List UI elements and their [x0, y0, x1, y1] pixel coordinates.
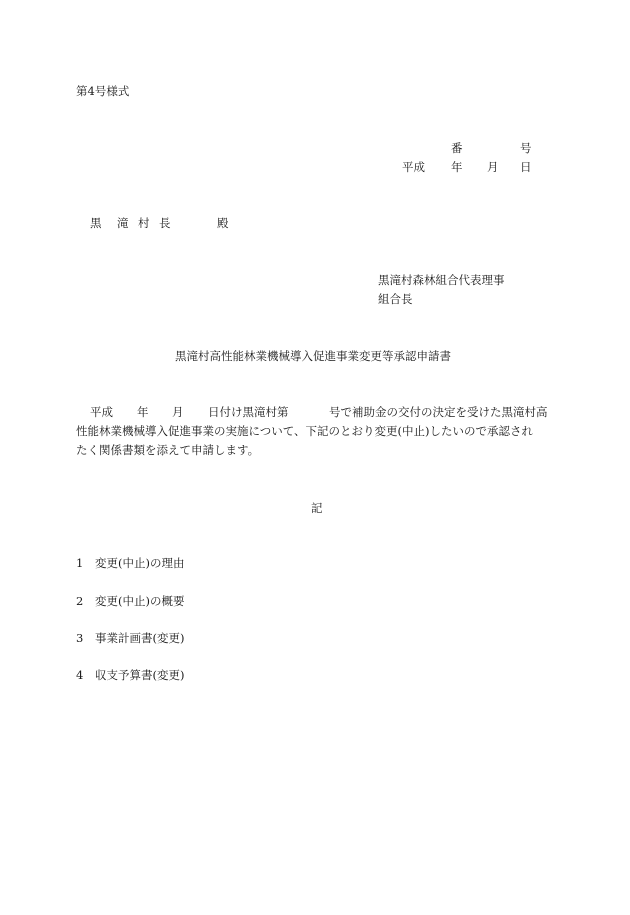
list-item [76, 558, 184, 570]
list-item-number: 2 [76, 594, 84, 608]
body-month: 月 [172, 405, 184, 419]
date-month: 月 [487, 160, 499, 174]
addressee-char-4: 長 [159, 216, 171, 230]
addressee-honorific: 殿 [217, 216, 229, 230]
body-era: 平成 [90, 405, 113, 419]
list-item [76, 596, 184, 608]
body-line2: 性能林業機械導入促進事業の実施について、下記のとおり変更(中止)したいので承認され [76, 424, 534, 438]
date-era: 平成 [402, 160, 425, 174]
list-item [76, 670, 184, 682]
addressee-char-1: 黒 [90, 216, 102, 230]
document-title: 黒滝村高性能林業機械導入促進事業変更等承認申請書 [175, 349, 451, 363]
list-item-label: 変更(中止)の概要 [95, 594, 185, 608]
number-label-go: 号 [520, 141, 532, 155]
applicant-organization: 黒滝村森林組合代表理事 [378, 273, 505, 287]
form-number: 第4号様式 [76, 84, 130, 98]
list-item [76, 633, 184, 645]
body-year: 年 [137, 405, 149, 419]
ki-heading: 記 [311, 501, 323, 515]
list-item-number: 1 [76, 556, 84, 570]
addressee-char-3: 村 [138, 216, 150, 230]
list-item-label: 変更(中止)の理由 [95, 556, 185, 570]
date-year: 年 [451, 160, 463, 174]
list-item-number: 3 [76, 631, 84, 645]
date-day: 日 [520, 160, 532, 174]
number-label-ban: 番 [451, 141, 463, 155]
body-date-reference: 日付け黒滝村第 [208, 405, 289, 419]
list-item-label: 事業計画書(変更) [95, 631, 185, 645]
body-line3: たく関係書類を添えて申請します。 [76, 443, 260, 457]
list-item-label: 収支予算書(変更) [95, 668, 185, 682]
list-item-number: 4 [76, 668, 84, 682]
addressee-char-2: 滝 [117, 216, 129, 230]
applicant-title: 組合長 [378, 292, 413, 306]
body-line1-rest: 号で補助金の交付の決定を受けた黒滝村高 [329, 405, 548, 419]
